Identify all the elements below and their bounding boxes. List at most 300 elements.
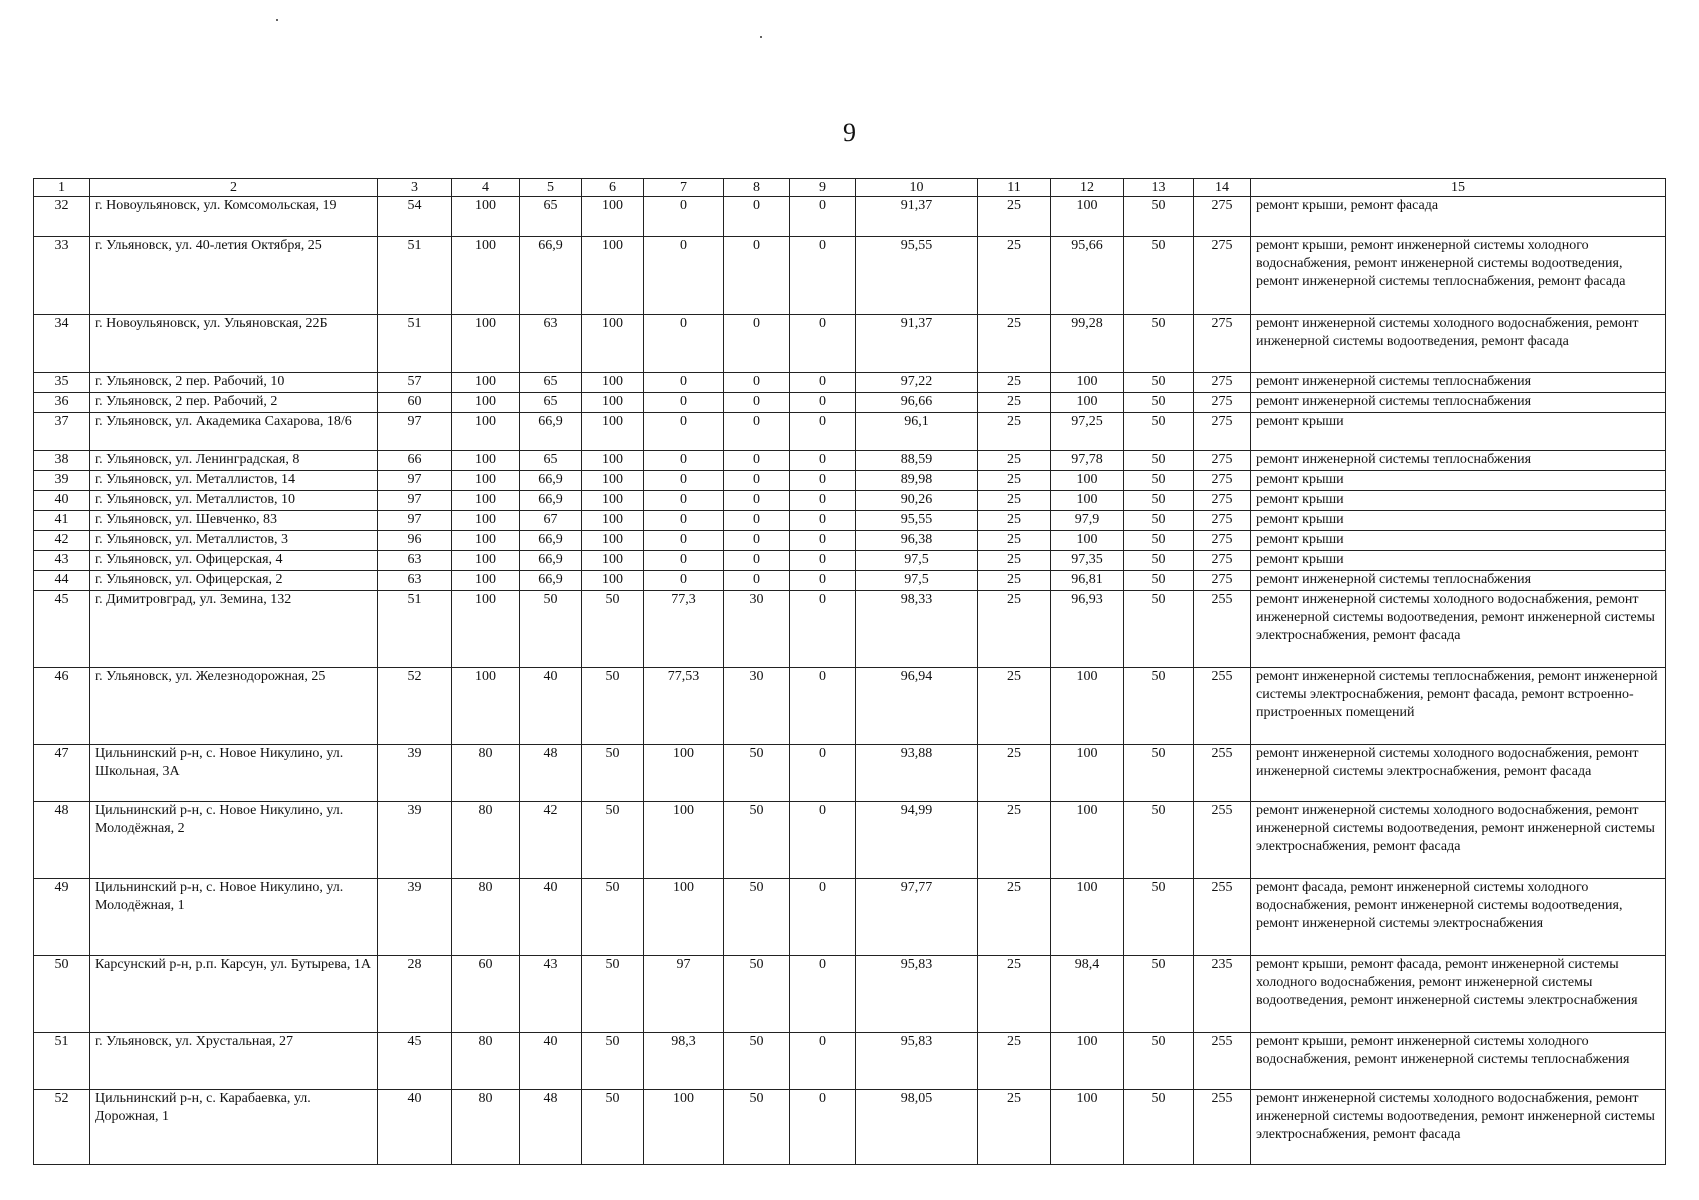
- value-cell: 100: [452, 451, 520, 471]
- column-header: 14: [1194, 179, 1251, 197]
- value-cell: 0: [790, 315, 856, 373]
- works-cell: ремонт крыши: [1251, 531, 1666, 551]
- value-cell: 255: [1194, 1090, 1251, 1165]
- value-cell: 100: [1051, 373, 1124, 393]
- value-cell: 100: [1051, 1090, 1124, 1165]
- works-cell: ремонт крыши, ремонт фасада: [1251, 197, 1666, 237]
- value-cell: 95,83: [856, 956, 978, 1033]
- scan-speck: [760, 36, 762, 38]
- value-cell: 100: [582, 413, 644, 451]
- value-cell: 255: [1194, 591, 1251, 668]
- value-cell: 255: [1194, 668, 1251, 745]
- value-cell: 0: [644, 451, 724, 471]
- value-cell: 25: [978, 373, 1051, 393]
- value-cell: 100: [1051, 1033, 1124, 1090]
- address-cell: г. Новоульяновск, ул. Ульяновская, 22Б: [90, 315, 378, 373]
- value-cell: 98,3: [644, 1033, 724, 1090]
- value-cell: 100: [582, 511, 644, 531]
- value-cell: 0: [790, 571, 856, 591]
- value-cell: 100: [582, 451, 644, 471]
- value-cell: 100: [582, 237, 644, 315]
- works-cell: ремонт крыши: [1251, 413, 1666, 451]
- works-cell: ремонт инженерной системы холодного водоснабжения, ремонт инженерной системы водоотведения, ремонт инженерной системы электроснабжения, ремонт фасада: [1251, 802, 1666, 879]
- value-cell: 25: [978, 197, 1051, 237]
- table-row: [34, 315, 1666, 373]
- value-cell: 80: [452, 745, 520, 802]
- row-number-cell: 43: [34, 551, 90, 571]
- row-number-cell: 36: [34, 393, 90, 413]
- address-cell: Цильнинский р-н, с. Новое Никулино, ул. Молодёжная, 2: [90, 802, 378, 879]
- value-cell: 60: [452, 956, 520, 1033]
- value-cell: 275: [1194, 491, 1251, 511]
- value-cell: 100: [1051, 471, 1124, 491]
- column-header: 3: [378, 179, 452, 197]
- value-cell: 275: [1194, 571, 1251, 591]
- value-cell: 100: [644, 1090, 724, 1165]
- row-number-cell: 39: [34, 471, 90, 491]
- value-cell: 0: [724, 531, 790, 551]
- value-cell: 50: [1124, 451, 1194, 471]
- value-cell: 50: [1124, 1090, 1194, 1165]
- value-cell: 43: [520, 956, 582, 1033]
- value-cell: 91,37: [856, 197, 978, 237]
- value-cell: 98,33: [856, 591, 978, 668]
- value-cell: 0: [790, 413, 856, 451]
- value-cell: 51: [378, 315, 452, 373]
- value-cell: 30: [724, 668, 790, 745]
- row-number-cell: 42: [34, 531, 90, 551]
- address-cell: Цильнинский р-н, с. Новое Никулино, ул. Школьная, 3А: [90, 745, 378, 802]
- value-cell: 65: [520, 373, 582, 393]
- value-cell: 0: [644, 511, 724, 531]
- works-cell: ремонт инженерной системы холодного водоснабжения, ремонт инженерной системы водоотведения, ремонт фасада: [1251, 315, 1666, 373]
- value-cell: 0: [724, 471, 790, 491]
- value-cell: 40: [520, 879, 582, 956]
- value-cell: 0: [644, 531, 724, 551]
- value-cell: 50: [1124, 471, 1194, 491]
- value-cell: 50: [724, 956, 790, 1033]
- column-header: 10: [856, 179, 978, 197]
- value-cell: 97,25: [1051, 413, 1124, 451]
- value-cell: 0: [790, 879, 856, 956]
- value-cell: 50: [1124, 237, 1194, 315]
- value-cell: 100: [1051, 802, 1124, 879]
- row-number-cell: 32: [34, 197, 90, 237]
- value-cell: 96,38: [856, 531, 978, 551]
- value-cell: 275: [1194, 471, 1251, 491]
- value-cell: 98,05: [856, 1090, 978, 1165]
- table-row: [34, 1090, 1666, 1165]
- table-row: [34, 551, 1666, 571]
- value-cell: 0: [644, 197, 724, 237]
- works-cell: ремонт инженерной системы холодного водоснабжения, ремонт инженерной системы водоотведения, ремонт инженерной системы электроснабжения, ремонт фасада: [1251, 1090, 1666, 1165]
- address-cell: г. Ульяновск, ул. Хрустальная, 27: [90, 1033, 378, 1090]
- value-cell: 65: [520, 197, 582, 237]
- value-cell: 0: [790, 668, 856, 745]
- value-cell: 100: [582, 531, 644, 551]
- value-cell: 50: [1124, 591, 1194, 668]
- value-cell: 50: [582, 591, 644, 668]
- value-cell: 50: [1124, 511, 1194, 531]
- column-header: 9: [790, 179, 856, 197]
- value-cell: 0: [724, 393, 790, 413]
- works-cell: ремонт фасада, ремонт инженерной системы холодного водоснабжения, ремонт инженерной системы водоотведения, ремонт инженерной системы электроснабжения: [1251, 879, 1666, 956]
- table-row: [34, 237, 1666, 315]
- table-row: [34, 197, 1666, 237]
- value-cell: 95,55: [856, 511, 978, 531]
- value-cell: 0: [644, 393, 724, 413]
- value-cell: 0: [790, 956, 856, 1033]
- row-number-cell: 51: [34, 1033, 90, 1090]
- value-cell: 88,59: [856, 451, 978, 471]
- value-cell: 66,9: [520, 491, 582, 511]
- value-cell: 66,9: [520, 413, 582, 451]
- row-number-cell: 33: [34, 237, 90, 315]
- column-header: 13: [1124, 179, 1194, 197]
- value-cell: 50: [1124, 393, 1194, 413]
- value-cell: 42: [520, 802, 582, 879]
- value-cell: 100: [582, 471, 644, 491]
- value-cell: 97,78: [1051, 451, 1124, 471]
- value-cell: 96,93: [1051, 591, 1124, 668]
- value-cell: 50: [724, 879, 790, 956]
- value-cell: 96,1: [856, 413, 978, 451]
- column-header: 15: [1251, 179, 1666, 197]
- value-cell: 95,83: [856, 1033, 978, 1090]
- value-cell: 66,9: [520, 531, 582, 551]
- value-cell: 0: [644, 237, 724, 315]
- value-cell: 94,99: [856, 802, 978, 879]
- row-number-cell: 37: [34, 413, 90, 451]
- value-cell: 0: [644, 315, 724, 373]
- value-cell: 50: [1124, 373, 1194, 393]
- value-cell: 99,28: [1051, 315, 1124, 373]
- value-cell: 97,35: [1051, 551, 1124, 571]
- address-cell: г. Ульяновск, ул. Ленинградская, 8: [90, 451, 378, 471]
- value-cell: 0: [644, 491, 724, 511]
- page-number: 9: [843, 118, 856, 147]
- column-header: 7: [644, 179, 724, 197]
- value-cell: 0: [724, 551, 790, 571]
- value-cell: 50: [582, 1033, 644, 1090]
- works-cell: ремонт инженерной системы теплоснабжения: [1251, 451, 1666, 471]
- value-cell: 50: [582, 745, 644, 802]
- value-cell: 100: [452, 197, 520, 237]
- row-number-cell: 47: [34, 745, 90, 802]
- value-cell: 97,9: [1051, 511, 1124, 531]
- table-row: [34, 373, 1666, 393]
- value-cell: 0: [724, 315, 790, 373]
- value-cell: 95,66: [1051, 237, 1124, 315]
- works-cell: ремонт крыши, ремонт инженерной системы холодного водоснабжения, ремонт инженерной системы теплоснабжения: [1251, 1033, 1666, 1090]
- address-cell: г. Ульяновск, ул. Металлистов, 3: [90, 531, 378, 551]
- value-cell: 39: [378, 879, 452, 956]
- table-row: [34, 413, 1666, 451]
- value-cell: 50: [1124, 802, 1194, 879]
- value-cell: 57: [378, 373, 452, 393]
- value-cell: 25: [978, 315, 1051, 373]
- table-row: [34, 471, 1666, 491]
- value-cell: 50: [1124, 551, 1194, 571]
- value-cell: 0: [790, 237, 856, 315]
- value-cell: 100: [452, 511, 520, 531]
- table-row: [34, 491, 1666, 511]
- value-cell: 52: [378, 668, 452, 745]
- value-cell: 90,26: [856, 491, 978, 511]
- value-cell: 25: [978, 471, 1051, 491]
- address-cell: г. Новоульяновск, ул. Комсомольская, 19: [90, 197, 378, 237]
- value-cell: 97,5: [856, 551, 978, 571]
- value-cell: 0: [790, 551, 856, 571]
- table-row: [34, 1033, 1666, 1090]
- value-cell: 54: [378, 197, 452, 237]
- address-cell: г. Ульяновск, ул. 40-летия Октября, 25: [90, 237, 378, 315]
- value-cell: 80: [452, 1090, 520, 1165]
- value-cell: 91,37: [856, 315, 978, 373]
- value-cell: 100: [644, 879, 724, 956]
- value-cell: 0: [790, 451, 856, 471]
- value-cell: 0: [790, 531, 856, 551]
- value-cell: 25: [978, 668, 1051, 745]
- value-cell: 100: [582, 571, 644, 591]
- value-cell: 63: [378, 571, 452, 591]
- value-cell: 97,5: [856, 571, 978, 591]
- value-cell: 0: [790, 373, 856, 393]
- value-cell: 100: [452, 413, 520, 451]
- value-cell: 0: [790, 471, 856, 491]
- value-cell: 93,88: [856, 745, 978, 802]
- value-cell: 50: [1124, 413, 1194, 451]
- row-number-cell: 35: [34, 373, 90, 393]
- address-cell: Цильнинский р-н, с. Новое Никулино, ул. Молодёжная, 1: [90, 879, 378, 956]
- value-cell: 50: [1124, 197, 1194, 237]
- value-cell: 50: [582, 956, 644, 1033]
- value-cell: 50: [520, 591, 582, 668]
- column-header: 4: [452, 179, 520, 197]
- value-cell: 66,9: [520, 471, 582, 491]
- works-table: [33, 178, 1666, 1165]
- value-cell: 97: [378, 471, 452, 491]
- address-cell: г. Ульяновск, ул. Шевченко, 83: [90, 511, 378, 531]
- works-cell: ремонт инженерной системы холодного водоснабжения, ремонт инженерной системы водоотведения, ремонт инженерной системы электроснабжения, ремонт фасада: [1251, 591, 1666, 668]
- value-cell: 100: [1051, 531, 1124, 551]
- value-cell: 0: [644, 551, 724, 571]
- value-cell: 100: [452, 373, 520, 393]
- value-cell: 66,9: [520, 571, 582, 591]
- row-number-cell: 45: [34, 591, 90, 668]
- value-cell: 50: [724, 1090, 790, 1165]
- value-cell: 275: [1194, 531, 1251, 551]
- table-row: [34, 956, 1666, 1033]
- value-cell: 0: [644, 373, 724, 393]
- value-cell: 0: [790, 802, 856, 879]
- value-cell: 63: [378, 551, 452, 571]
- value-cell: 100: [452, 491, 520, 511]
- value-cell: 66: [378, 451, 452, 471]
- value-cell: 96,81: [1051, 571, 1124, 591]
- works-cell: ремонт инженерной системы теплоснабжения, ремонт инженерной системы электроснабжения, ремонт фасада, ремонт встроенно-пристроенных помещений: [1251, 668, 1666, 745]
- value-cell: 25: [978, 571, 1051, 591]
- row-number-cell: 46: [34, 668, 90, 745]
- row-number-cell: 48: [34, 802, 90, 879]
- value-cell: 275: [1194, 551, 1251, 571]
- value-cell: 100: [1051, 393, 1124, 413]
- value-cell: 0: [790, 491, 856, 511]
- column-header: 1: [34, 179, 90, 197]
- value-cell: 97,77: [856, 879, 978, 956]
- value-cell: 275: [1194, 315, 1251, 373]
- row-number-cell: 44: [34, 571, 90, 591]
- value-cell: 97: [644, 956, 724, 1033]
- row-number-cell: 52: [34, 1090, 90, 1165]
- value-cell: 25: [978, 879, 1051, 956]
- value-cell: 100: [1051, 879, 1124, 956]
- value-cell: 65: [520, 393, 582, 413]
- value-cell: 66,9: [520, 237, 582, 315]
- value-cell: 50: [582, 668, 644, 745]
- value-cell: 100: [452, 237, 520, 315]
- value-cell: 0: [724, 413, 790, 451]
- value-cell: 0: [790, 1090, 856, 1165]
- table-row: [34, 802, 1666, 879]
- table-row: [34, 879, 1666, 956]
- value-cell: 25: [978, 1033, 1051, 1090]
- value-cell: 0: [724, 373, 790, 393]
- value-cell: 66,9: [520, 551, 582, 571]
- column-header: 2: [90, 179, 378, 197]
- value-cell: 0: [724, 571, 790, 591]
- value-cell: 96: [378, 531, 452, 551]
- works-cell: ремонт крыши: [1251, 551, 1666, 571]
- table-row: [34, 393, 1666, 413]
- table-row: [34, 591, 1666, 668]
- value-cell: 255: [1194, 1033, 1251, 1090]
- header-row: [34, 179, 1666, 197]
- value-cell: 25: [978, 511, 1051, 531]
- address-cell: г. Ульяновск, 2 пер. Рабочий, 2: [90, 393, 378, 413]
- value-cell: 50: [582, 879, 644, 956]
- value-cell: 25: [978, 451, 1051, 471]
- row-number-cell: 49: [34, 879, 90, 956]
- value-cell: 0: [790, 511, 856, 531]
- value-cell: 97: [378, 491, 452, 511]
- value-cell: 95,55: [856, 237, 978, 315]
- value-cell: 50: [724, 745, 790, 802]
- value-cell: 40: [520, 668, 582, 745]
- value-cell: 50: [1124, 571, 1194, 591]
- value-cell: 100: [582, 373, 644, 393]
- works-cell: ремонт крыши, ремонт инженерной системы холодного водоснабжения, ремонт инженерной системы водоотведения, ремонт инженерной системы теплоснабжения, ремонт фасада: [1251, 237, 1666, 315]
- value-cell: 40: [520, 1033, 582, 1090]
- value-cell: 25: [978, 1090, 1051, 1165]
- value-cell: 100: [582, 393, 644, 413]
- works-cell: ремонт крыши, ремонт фасада, ремонт инженерной системы холодного водоснабжения, ремонт инженерной системы водоотведения, ремонт инженерной системы электроснабжения: [1251, 956, 1666, 1033]
- value-cell: 0: [644, 413, 724, 451]
- row-number-cell: 34: [34, 315, 90, 373]
- row-number-cell: 41: [34, 511, 90, 531]
- value-cell: 100: [582, 315, 644, 373]
- value-cell: 50: [1124, 668, 1194, 745]
- value-cell: 0: [790, 1033, 856, 1090]
- value-cell: 96,94: [856, 668, 978, 745]
- value-cell: 100: [644, 802, 724, 879]
- table-row: [34, 571, 1666, 591]
- value-cell: 275: [1194, 393, 1251, 413]
- address-cell: Карсунский р-н, р.п. Карсун, ул. Бутырева, 1А: [90, 956, 378, 1033]
- address-cell: г. Ульяновск, ул. Офицерская, 4: [90, 551, 378, 571]
- value-cell: 100: [582, 491, 644, 511]
- works-cell: ремонт инженерной системы теплоснабжения: [1251, 571, 1666, 591]
- works-cell: ремонт инженерной системы теплоснабжения: [1251, 393, 1666, 413]
- address-cell: г. Ульяновск, ул. Металлистов, 14: [90, 471, 378, 491]
- value-cell: 98,4: [1051, 956, 1124, 1033]
- value-cell: 89,98: [856, 471, 978, 491]
- works-cell: ремонт крыши: [1251, 511, 1666, 531]
- value-cell: 0: [790, 393, 856, 413]
- address-cell: г. Ульяновск, ул. Академика Сахарова, 18/6: [90, 413, 378, 451]
- works-cell: ремонт инженерной системы теплоснабжения: [1251, 373, 1666, 393]
- value-cell: 25: [978, 591, 1051, 668]
- value-cell: 65: [520, 451, 582, 471]
- value-cell: 60: [378, 393, 452, 413]
- value-cell: 100: [452, 551, 520, 571]
- value-cell: 25: [978, 802, 1051, 879]
- row-number-cell: 38: [34, 451, 90, 471]
- value-cell: 275: [1194, 451, 1251, 471]
- value-cell: 25: [978, 956, 1051, 1033]
- column-header: 12: [1051, 179, 1124, 197]
- value-cell: 28: [378, 956, 452, 1033]
- value-cell: 50: [1124, 956, 1194, 1033]
- value-cell: 25: [978, 531, 1051, 551]
- value-cell: 100: [452, 393, 520, 413]
- value-cell: 100: [452, 531, 520, 551]
- value-cell: 100: [1051, 197, 1124, 237]
- address-cell: г. Ульяновск, 2 пер. Рабочий, 10: [90, 373, 378, 393]
- value-cell: 100: [1051, 668, 1124, 745]
- value-cell: 50: [724, 802, 790, 879]
- value-cell: 50: [1124, 531, 1194, 551]
- value-cell: 25: [978, 237, 1051, 315]
- value-cell: 97,22: [856, 373, 978, 393]
- value-cell: 0: [724, 491, 790, 511]
- value-cell: 51: [378, 591, 452, 668]
- value-cell: 50: [1124, 745, 1194, 802]
- value-cell: 0: [790, 197, 856, 237]
- value-cell: 30: [724, 591, 790, 668]
- value-cell: 100: [452, 471, 520, 491]
- value-cell: 100: [582, 197, 644, 237]
- value-cell: 39: [378, 745, 452, 802]
- value-cell: 50: [582, 802, 644, 879]
- table-row: [34, 511, 1666, 531]
- row-number-cell: 50: [34, 956, 90, 1033]
- value-cell: 25: [978, 393, 1051, 413]
- value-cell: 97: [378, 413, 452, 451]
- value-cell: 0: [790, 591, 856, 668]
- value-cell: 40: [378, 1090, 452, 1165]
- value-cell: 80: [452, 1033, 520, 1090]
- value-cell: 77,53: [644, 668, 724, 745]
- value-cell: 0: [724, 197, 790, 237]
- value-cell: 255: [1194, 802, 1251, 879]
- value-cell: 50: [1124, 1033, 1194, 1090]
- value-cell: 51: [378, 237, 452, 315]
- value-cell: 77,3: [644, 591, 724, 668]
- works-cell: ремонт инженерной системы холодного водоснабжения, ремонт инженерной системы электроснабжения, ремонт фасада: [1251, 745, 1666, 802]
- scan-speck: [276, 19, 278, 21]
- value-cell: 0: [644, 571, 724, 591]
